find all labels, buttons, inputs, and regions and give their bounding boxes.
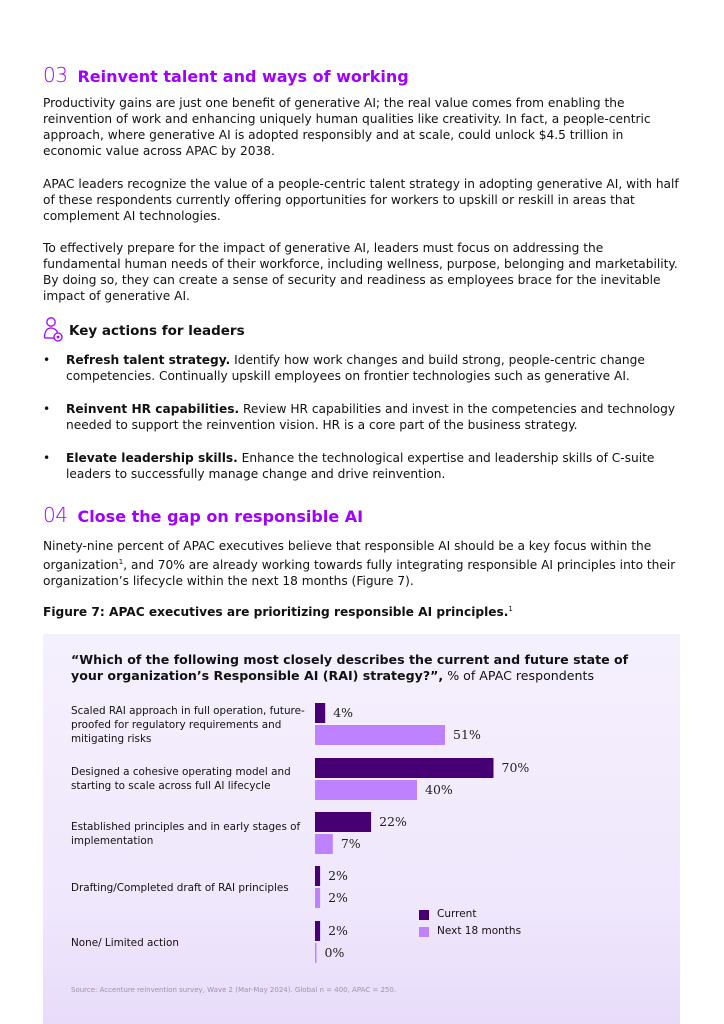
item-bold: Elevate leadership skills. <box>66 451 238 465</box>
section-04-header <box>43 503 363 527</box>
bar-next-4 <box>315 943 317 963</box>
bar-next-2 <box>315 834 333 854</box>
key-actions-title: Key actions for leaders <box>69 323 245 339</box>
section-title: Reinvent talent and ways of working <box>77 67 409 86</box>
bar-current-4 <box>315 921 320 941</box>
paragraph: Productivity gains are just one benefit of generative AI; the real value comes from enabling the reinvention of work and enhancing uniquely human qualities like creativity. In fact, a people-centric approach, where generative AI is adopted responsibly and at scale, could unlock $4.5 trillion in economic value across APAC by 2038. <box>43 96 651 158</box>
bar-next-0 <box>315 725 445 745</box>
category-label: Designed a cohesive operating model and starting to scale across full AI lifecycle <box>71 766 291 792</box>
leader-person-icon <box>43 316 63 346</box>
bar-value-label: 22% <box>379 814 407 829</box>
list-item: • Reinvent HR capabilities. Review HR capabilities and invest in the competencies and technology needed to support the reinvention vision. HR is a core part of the business strategy. <box>43 402 676 432</box>
paragraph: To effectively prepare for the impact of generative AI, leaders must focus on addressing the fundamental human needs of their workforce, including wellness, purpose, belonging and marketability. By doing so, they can create a sense of security and readiness as employees brace for the inevitable impact of generative AI. <box>43 241 678 303</box>
legend-label: Next 18 months <box>437 925 522 937</box>
section-number: 03 <box>43 63 68 87</box>
legend-label: Current <box>437 908 477 920</box>
bar-current-1 <box>315 758 494 778</box>
section-03-header <box>43 63 409 87</box>
item-text: Identify how work changes and build strong, people-centric change competencies. Continually upskill employees on frontier technologies such as generative AI. <box>66 353 645 383</box>
bar-next-3 <box>315 888 320 908</box>
legend-item <box>419 923 521 940</box>
bar-current-2 <box>315 812 371 832</box>
paragraph: Ninety-nine percent of APAC executives believe that responsible AI should be a key focus within the organization$^1$, and 70% are already working towards fully integrating responsible AI principles into their organization’s lifecycle within the next 18 months (Figure 7). <box>43 539 676 589</box>
bar-chart <box>43 634 680 1024</box>
section-number: 04 <box>43 503 68 527</box>
bar-current-0 <box>315 703 325 723</box>
category-label: Established principles and in early stages of implementation <box>71 821 301 847</box>
key-actions-header <box>43 316 245 346</box>
category-label: None/ Limited action <box>71 937 179 949</box>
bar-value-label: 4% <box>333 705 354 720</box>
bar-current-3 <box>315 866 320 886</box>
bar-value-label: 0% <box>324 945 345 960</box>
bar-value-label: 7% <box>340 836 361 851</box>
figure-title: Figure 7: APAC executives are prioritizing responsible AI principles.$^1$ <box>43 605 513 620</box>
bar-value-label: 2% <box>328 868 348 883</box>
chart-question: “Which of the following most closely describes the current and future state of your organization’s Responsible AI (RAI) strategy?”, % of APAC respondents <box>71 652 629 683</box>
item-text: Enhance the technological expertise and leadership skills of C-suite leaders to successfully manage change and drive reinvention. <box>66 451 655 481</box>
item-bold: Refresh talent strategy. <box>66 353 231 367</box>
legend-swatch <box>419 910 429 920</box>
bar-value-label: 40% <box>425 782 453 797</box>
chart-legend <box>419 906 521 940</box>
legend-item <box>419 906 521 923</box>
bar-value-label: 2% <box>328 923 348 938</box>
bar-value-label: 2% <box>328 890 348 905</box>
item-text: Review HR capabilities and invest in the competencies and technology needed to support the reinvention vision. HR is a core part of the business strategy. <box>66 402 676 432</box>
list-item: • Elevate leadership skills. Enhance the technological expertise and leadership skills of C-suite leaders to successfully manage change and drive reinvention. <box>43 451 655 481</box>
bar-value-label: 51% <box>453 727 481 742</box>
paragraph: APAC leaders recognize the value of a people-centric talent strategy in adopting generative AI, with half of these respondents currently offering opportunities for workers to upskill or reskill in areas that complement AI technologies. <box>43 177 679 223</box>
item-bold: Reinvent HR capabilities. <box>66 402 240 416</box>
chart-panel <box>43 634 680 1024</box>
category-label: Scaled RAI approach in full operation, future-proofed for regulatory requirements and mitigating risks <box>71 705 305 745</box>
section-title: Close the gap on responsible AI <box>77 507 364 526</box>
legend-swatch <box>419 927 429 937</box>
bar-value-label: 70% <box>501 760 530 775</box>
bar-next-1 <box>315 780 417 800</box>
category-label: Drafting/Completed draft of RAI principles <box>71 882 289 894</box>
chart-source: Source: Accenture reinvention survey, Wave 2 (Mar-May 2024). Global n = 400, APAC = 250. <box>71 986 397 994</box>
list-item: • Refresh talent strategy. Identify how work changes and build strong, people-centric change competencies. Continually upskill employees on frontier technologies such as generative AI. <box>43 353 645 383</box>
